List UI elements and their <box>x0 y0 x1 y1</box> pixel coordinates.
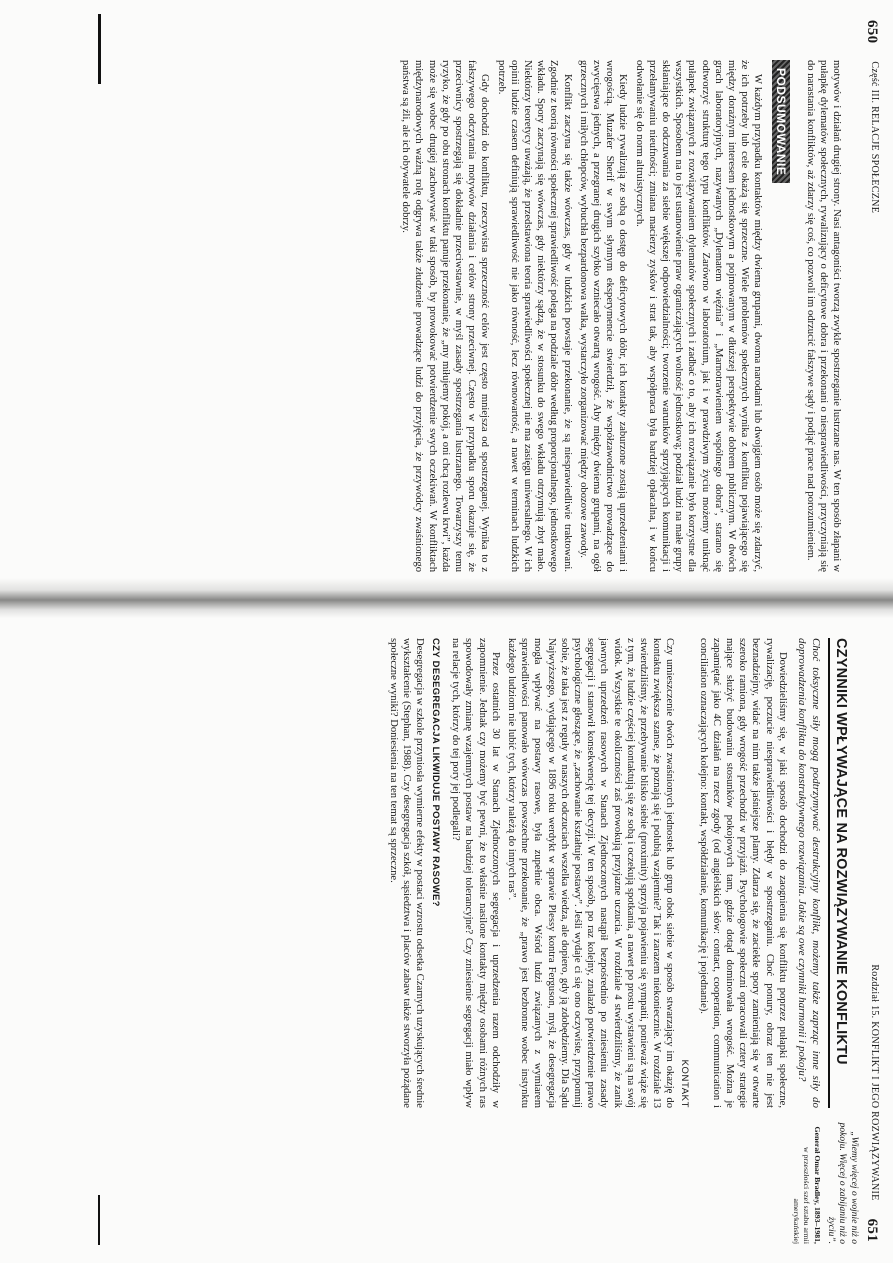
quote-role: w przeszłości szef sztabu armii amerykańskiej <box>792 1147 811 1244</box>
quote-text: „Wiemy więcej o wojnie niż o pokoju. Więcej o zabijaniu niż o życiu”. <box>826 1122 859 1244</box>
summary-paragraph-2: Kiedy ludzie rywalizują ze sobą o dostęp do deficytowych dóbr, ich kontakty zaburzone zostają uprzedzeniami i wrogością. Muzafer Sherif w swym słynnym eksperymencie stwierdził, że współzawodnictwo prowadzące do zwycięstwa jednych, a przegranej drugich szybko wzniecało otwartą wrogość. Aby między dwiema grupami, na ogół grzecznych i miłych chłopców, wybuchła bezpardonowa walka, wystarczyło zorganizować między obozowe zawody. <box>577 60 629 572</box>
running-head-left <box>859 20 880 580</box>
running-head-right <box>859 622 880 1242</box>
section-title-desegregacja: CZY DESEGREGACJA LIKWIDUJE POSTAWY RASOWE? <box>429 638 441 907</box>
kontakt-paragraph-2: Przez ostatnich 30 lat w Stanach Zjednoczonych segregacja i uprzedzenia razem odchodziły w zapomnienie. Jednak czy możemy być pewni, że to właśnie nasilone kontakty między osobami różnych ras spowodowały zmianę wzajemnych postaw na bardziej tolerancyjne? Czy zniesienie segregacji miało wpływ na relacje tych, którzy do tej pory jej podlegali? <box>450 638 501 1108</box>
page-edge-mark-bottom <box>98 1195 100 1245</box>
chapter-intro: Dowiedzieliśmy się, w jaki sposób dochodzi do zaognienia się konfliktu poprzez pułapki społeczne, rywalizację, poczucie niesprawiedliwości i błędy w spostrzeganiu. Choć ponury, obraz ten nie jest beznadziejny, widać na nim także jaśniejsze plamy. Zdarza się, że zaciekłe spory zamieniają się w otwarte szeroko ramiona, gdy wrogość przechodzi w przyjaźń. Psychologowie społeczni opracowali cztery strategie mające służyć budowaniu stosunków pokojowych tam, gdzie dotąd dominowała wrogość. Można je zapamiętać jako 4C działań na rzecz zgody (od angielskich słów: contact, cooperation, communication i conciliation oznaczających kolejno: kontakt, współdziałanie, komunikację i pojednanie). <box>697 638 788 1108</box>
section-title-kontakt: KONTAKT <box>679 1059 691 1108</box>
summary-paragraph-3: Konflikt zaczyna się także wówczas, gdy w ludzkich powstaje przekonanie, że są niesprawiedliwie traktowani. Zgodnie z teorią równości społecznej sprawiedliwość polega na podziale dóbr według proporcjonalnego, jednostkowego wkładu. Spory zaczynają się wówczas, gdy niektórzy sądzą, że w stosunku do swego wkładu otrzymują zbyt mało. Niektórzy teoretycy uważają, że przedstawiona teoria sprawiedliwości społecznej nie ma zasięgu uniwersalnego. W ich opinii ludzie czasem definiują sprawiedliwość nie jako równość, lecz równowartość, a nawet w terminach ludzkich potrzeb. <box>495 60 573 572</box>
page-number-650: 650 <box>864 20 880 44</box>
summary-paragraph-1: W każdym przypadku kontaktów między dwiema grupami, dwoma narodami lub dwojgiem osób może się zdarzyć, że ich potrzeby lub cele okażą się sprzeczne. Wiele problemów społecznych wynika z konfliktu pojawiającego się między doraźnym interesem jednostkowym a pojmowanym w dłuższej perspektywie dobrem publicznym. W dwóch grach laboratoryjnych, nazywanych „Dylematem więźnia” i „Marnotrawieniem wspólnego dobra”, starano się odtworzyć strukturę tego typu konfliktów. Zarówno w laboratorium, jak i w prawdziwym życiu możemy uniknąć pułapek związanych z rozwiązywaniem dylematów społecznych i zadbać o to, aby ich rozwiązanie było korzystne dla wszystkich. Sposobem na to jest ustanowienie praw ograniczających wolność jednostkową; podział ludzi na małe grupy skłaniające do odczuwania za siebie większej odpowiedzialności; tworzenie warunków sprzyjających komunikacji i przełamywaniu nieufności; zmiana macierzy zysków i strat tak, aby współpraca była bardziej opłacalna, i w końcu odwołanie się do norm altruistycznych. <box>633 60 764 572</box>
section-title-summary: PODSUMOWANIE <box>772 60 790 183</box>
epigraph-quote <box>792 1116 859 1244</box>
chapter-title: CZYNNIKI WPŁYWAJĄCE NA ROZWIĄZYWANIE KONFLIKTU <box>828 638 849 1108</box>
book-binding-shadow <box>0 578 893 618</box>
running-head-text-right: Rozdział 15. KONFLIKT I JEGO ROZWIĄZYWANIE <box>869 964 880 1201</box>
quote-author: Generał Omar Bradley, 1893–1981, <box>813 1126 823 1244</box>
intro-paragraph: motywów i działań drugiej strony. Nasi antagoniści tworzą zwykle spostrzeganie lustrzane nas. W ten sposób złapani w pułapkę dylematów społecznych, rywalizujący o deficytowe dobra i przekonani o niesprawiedliwości, przyczyniają się do narastania konfliktów, aż zdarzy się coś, co pozwoli im odrzucić fałszywe sądy i podjąć prace nad porozumieniem. <box>804 60 842 572</box>
page-edge-mark-top <box>98 14 101 84</box>
desegregacja-paragraph: Desegregacja w szkole przyniosła wymierne efekty w postaci wzrostu odsetka Czarnych uzyskujących średnie wykształcenie (Stephan, 1988). Czy desegregacja szkół, sąsiedztwa i placów zabaw także stworzyła pożądane społeczne wyniki? Doniesienia na ten temat są sprzeczne. <box>387 638 425 1108</box>
summary-paragraph-4: Gdy dochodzi do konfliktu, rzeczywista sprzeczność celów jest często mniejsza od spostrzeganej. Wynika to z fałszywego odczytania motywów działania i celów strony przeciwnej. Często w przypadku sporu okazuje się, że przeciwnicy spostrzegają się dokładnie przeciwstawnie, w myśl zasady spostrzegania lustrzanego. Towarzyszy temu ryzyko, że gdy po obu stronach konfliktu panuje przekonanie, że „my miłujemy pokój, a oni chcą rozlewu krwi”, każda może się wobec drugiej zachowywać w taki sposób, by prowokować potwierdzenie swych oczekiwań. W konfliktach międzynarodowych ważną rolę odgrywa także złudzenie prowadzące ludzi do przyjęcia, że przywódcy zwaśnionego państwa są źli, ale ich obywatele dobrzy. <box>400 60 491 572</box>
running-head-text-left: Część III. RELACJE SPOŁECZNE <box>869 61 880 214</box>
chapter-lead: Choć toksyczne siły mogą podtrzymywać destrukcyjny konflikt, możemy także zaprząc inne siły do doprowadzenia konfliktu do konstruktywnego rozwiązania. Jakie są owe czynniki harmonii i pokoju? <box>796 638 822 1108</box>
page-650 <box>140 20 880 580</box>
page-number-651: 651 <box>864 1218 880 1242</box>
kontakt-paragraph-1: Czy umieszczenie dwóch zwaśnionych jednostek lub grup obok siebie w sposób stwarzający im okazję do kontaktu zwiększa szanse, że poznają się i polubią wzajemnie? Tak i zarazem niekoniecznie. W rozdziale 13 stwierdziliśmy, że przebywanie blisko siebie (proximity) sprzyja pojawieniu się sympatii, ponieważ wiąże się z tym, że ludzie częściej kontaktują się ze sobą i oczekują spotkania, a nawet po prostu wystawieni są na swój widok. Wszystkie te okoliczności zaś prowokują przyjazne uczucia. W rozdziale 4 stwierdziliśmy, że zanik jawnych uprzedzeń rasowych w Stanach Zjednoczonych nastąpił bezpośrednio po zniesieniu zasady segregacji i stanowił konsekwencję tej decyzji. W ten sposób, po raz kolejny, znalazło potwierdzenie prawo psychologiczne głoszące, że „zachowanie kształtuje postawy”. Jeśli wydaje ci się ono oczywiste, przypomnij sobie, że taka jest z reguły w naszych odczuciach wszelka wiedza, ale dopiero, gdy ją zdobędziemy. Dla Sądu Najwyższego, wydającego w 1896 roku werdykt w sprawie Plessy kontra Ferguson, myśl, że desegregacja mogła wpływać na postawy rasowe, była zupełnie obca. Wśród ludzi związanych z wymiarem sprawiedliwości panowało wówczas powszechne przekonanie, że „prawo jest bezbronne wobec instynktu każdego ludziom nie lubić tych, którzy należą do innych ras”. <box>505 638 676 1108</box>
page-651 <box>140 622 880 1242</box>
